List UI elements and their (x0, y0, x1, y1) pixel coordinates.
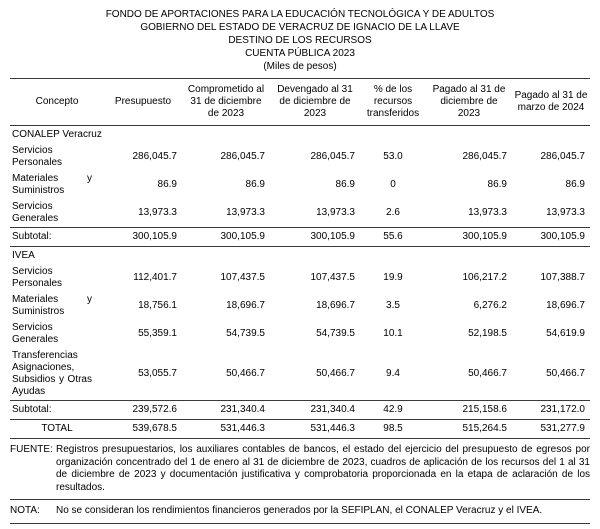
value-cell: 54,739.5 (226, 328, 265, 339)
concept-cell: Servicios Generales (12, 201, 59, 224)
value-cell: 300,105.9 (270, 228, 360, 247)
value-cell: 86.9 (335, 179, 355, 190)
value-cell: 55,359.1 (138, 328, 177, 339)
title-line-1: FONDO DE APORTACIONES PARA LA EDUCACIÓN TECNOLÓGICA Y DE ADULTOS (105, 9, 495, 20)
subtotal-label: Subtotal: (10, 401, 104, 420)
value-cell: 3.5 (386, 300, 400, 311)
data-row (10, 320, 590, 348)
title-line-5: (Miles de pesos) (263, 61, 337, 72)
data-row (10, 292, 590, 320)
value-cell: 515,264.5 (426, 420, 512, 439)
value-cell: 107,388.7 (540, 272, 585, 283)
value-cell: 215,158.6 (426, 401, 512, 420)
section-name: IVEA (12, 250, 35, 261)
fuente-label: FUENTE: (10, 444, 53, 455)
column-header-4: % de los recursos transferidos (360, 79, 426, 126)
value-cell: 286,045.7 (540, 151, 585, 162)
nota-note (10, 500, 590, 523)
value-cell: 9.4 (386, 368, 400, 379)
data-row (10, 143, 590, 171)
value-cell: 13,973.3 (316, 207, 355, 218)
value-cell: 0 (390, 179, 396, 190)
value-cell: 10.1 (383, 328, 403, 339)
value-cell: 2.6 (386, 207, 400, 218)
column-header-2: Comprometido al 31 de diciembre de 2023 (182, 79, 270, 126)
value-cell: 13,973.3 (468, 207, 507, 218)
data-row (10, 199, 590, 228)
subtotal-row (10, 401, 590, 420)
value-cell: 86.9 (487, 179, 507, 190)
value-cell: 539,678.5 (104, 420, 182, 439)
value-cell: 50,466.7 (316, 368, 355, 379)
value-cell: 231,340.4 (270, 401, 360, 420)
concept-cell: Materiales y Suministros (12, 294, 92, 317)
column-header-0: Concepto (10, 79, 104, 126)
title-line-2: GOBIERNO DEL ESTADO DE VERACRUZ DE IGNACIO DE LA LLAVE (140, 22, 460, 33)
column-header-3: Devengado al 31 de diciembre de 2023 (270, 79, 360, 126)
data-row (10, 348, 590, 401)
value-cell: 231,340.4 (182, 401, 270, 420)
total-label: TOTAL (10, 420, 104, 439)
document-titles (10, 8, 590, 73)
value-cell: 50,466.7 (468, 368, 507, 379)
value-cell: 52,198.5 (468, 328, 507, 339)
value-cell: 53,055.7 (138, 368, 177, 379)
value-cell: 231,172.0 (512, 401, 590, 420)
concept-cell: Servicios Generales (12, 322, 59, 345)
value-cell: 300,105.9 (426, 228, 512, 247)
value-cell: 300,105.9 (512, 228, 590, 247)
value-cell: 107,437.5 (310, 272, 355, 283)
value-cell: 50,466.7 (546, 368, 585, 379)
value-cell: 53.0 (383, 151, 403, 162)
fuente-text: Registros presupuestarios, los auxiliares contables de bancos, el estado del ejercicio del presupuesto de egresos por organización concentrado del 1 de enero al 31 de diciembre de 2023, cuadros de aplicación de los recursos del 1 al 31 de diciembre de 2023 y documentación justificativa y comprobatoria proporcionada en la etapa de aclaración de los resultados. (56, 444, 590, 493)
section-header-row (10, 126, 590, 144)
value-cell: 54,739.5 (316, 328, 355, 339)
value-cell: 286,045.7 (132, 151, 177, 162)
concept-cell: Materiales y Suministros (12, 173, 92, 196)
column-header-6: Pagado al 31 de marzo de 2024 (512, 79, 590, 126)
value-cell: 300,105.9 (182, 228, 270, 247)
value-cell: 300,105.9 (104, 228, 182, 247)
data-row (10, 264, 590, 292)
value-cell: 42.9 (360, 401, 426, 420)
value-cell: 86.9 (245, 179, 265, 190)
value-cell: 13,973.3 (226, 207, 265, 218)
value-cell: 86.9 (565, 179, 585, 190)
value-cell: 98.5 (360, 420, 426, 439)
section-header-row (10, 247, 590, 265)
column-header-5: Pagado al 31 de diciembre de 2023 (426, 79, 512, 126)
value-cell: 18,696.7 (546, 300, 585, 311)
nota-text: No se consideran los rendimientos financieros generados por la SEFIPLAN, el CONALEP Veracruz y el IVEA. (56, 505, 543, 516)
column-header-1: Presupuesto (104, 79, 182, 126)
concept-cell: Transferencias Asignaciones, Subsidios y Otras Ayudas (12, 350, 92, 397)
subtotal-label: Subtotal: (10, 228, 104, 247)
table-header-row (10, 79, 590, 126)
bottom-divider (10, 523, 590, 524)
value-cell: 19.9 (383, 272, 403, 283)
value-cell: 18,756.1 (138, 300, 177, 311)
value-cell: 531,446.3 (182, 420, 270, 439)
value-cell: 239,572.6 (104, 401, 182, 420)
section-name: CONALEP Veracruz (12, 129, 102, 140)
value-cell: 286,045.7 (462, 151, 507, 162)
value-cell: 6,276.2 (473, 300, 507, 311)
value-cell: 106,217.2 (462, 272, 507, 283)
value-cell: 13,973.3 (138, 207, 177, 218)
value-cell: 86.9 (157, 179, 177, 190)
nota-label: NOTA: (10, 505, 40, 516)
data-row (10, 171, 590, 199)
value-cell: 107,437.5 (220, 272, 265, 283)
concept-cell: Servicios Personales (12, 266, 63, 289)
value-cell: 18,696.7 (316, 300, 355, 311)
subtotal-row (10, 228, 590, 247)
total-row (10, 420, 590, 439)
title-line-3: DESTINO DE LOS RECURSOS (228, 35, 372, 46)
value-cell: 13,973.3 (546, 207, 585, 218)
table-body (10, 126, 590, 439)
value-cell: 286,045.7 (220, 151, 265, 162)
value-cell: 531,277.9 (512, 420, 590, 439)
title-line-4: CUENTA PÚBLICA 2023 (245, 48, 355, 59)
value-cell: 54,619.9 (546, 328, 585, 339)
concept-cell: Servicios Personales (12, 145, 63, 168)
budget-table (10, 78, 590, 439)
value-cell: 50,466.7 (226, 368, 265, 379)
fuente-note (10, 439, 590, 499)
value-cell: 112,401.7 (133, 272, 177, 283)
value-cell: 18,696.7 (226, 300, 265, 311)
value-cell: 55.6 (360, 228, 426, 247)
value-cell: 531,446.3 (270, 420, 360, 439)
value-cell: 286,045.7 (310, 151, 355, 162)
